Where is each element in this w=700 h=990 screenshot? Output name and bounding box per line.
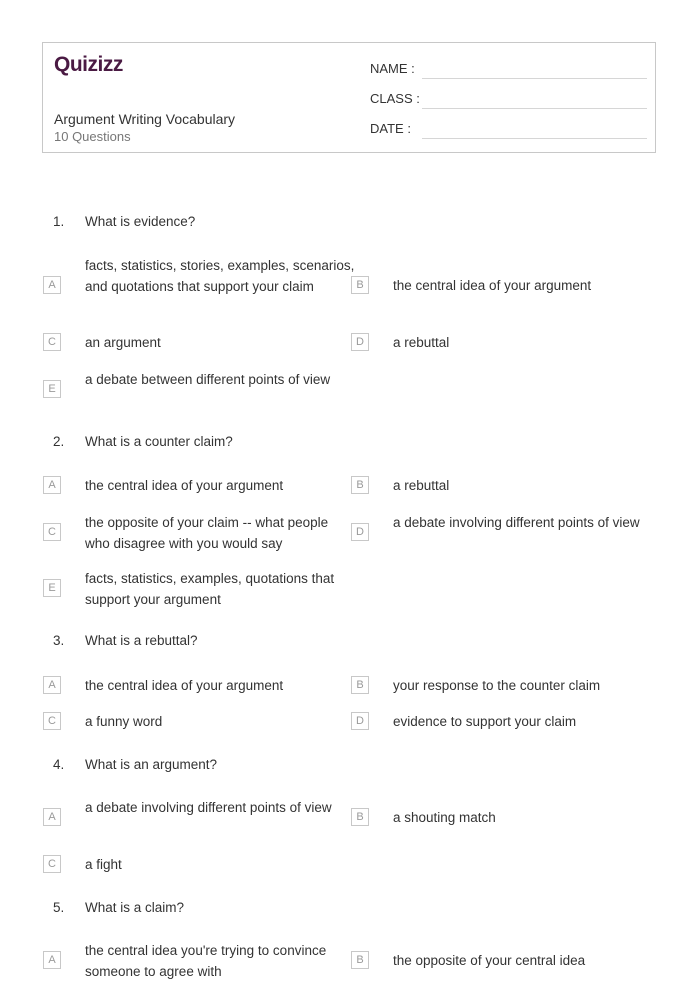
question-text: What is a counter claim?	[85, 434, 233, 449]
option-letter: B	[351, 276, 369, 294]
option-letter: B	[351, 476, 369, 494]
option-letter: C	[43, 333, 61, 351]
option-text: a shouting match	[393, 810, 496, 825]
option-text: a debate involving different points of view	[85, 800, 332, 815]
name-line	[422, 78, 647, 79]
class-label: CLASS :	[370, 91, 420, 106]
option-letter: B	[351, 951, 369, 969]
option-text: facts, statistics, examples, quotations that support your argument	[85, 571, 335, 607]
option-letter: E	[43, 579, 61, 597]
question-number: 1.	[53, 214, 65, 229]
option-text: the opposite of your central idea	[393, 953, 586, 968]
question-text: What is an argument?	[85, 757, 218, 772]
option-letter: B	[351, 676, 369, 694]
option-letter: D	[351, 333, 369, 351]
option-text: a debate between different points of view	[85, 372, 331, 387]
option-text: the central idea of your argument	[85, 678, 284, 693]
option-text: a rebuttal	[393, 335, 450, 350]
question-text: What is evidence?	[85, 214, 196, 229]
question-number: 2.	[53, 434, 65, 449]
option-text: the opposite of your claim -- what people who disagree with you would say	[85, 515, 329, 551]
option-letter: C	[43, 712, 61, 730]
date-label: DATE :	[370, 121, 411, 136]
worksheet-header	[42, 42, 656, 153]
option-text: a debate involving different points of view	[393, 515, 640, 530]
option-text: your response to the counter claim	[393, 678, 601, 693]
question-text: What is a claim?	[85, 900, 185, 915]
option-text: the central idea you're trying to convince someone to agree with	[85, 943, 327, 979]
option-text: the central idea of your argument	[85, 478, 284, 493]
worksheet-title: Argument Writing Vocabulary	[54, 111, 236, 127]
option-letter: A	[43, 476, 61, 494]
question-number: 5.	[53, 900, 65, 915]
option-text: evidence to support your claim	[393, 714, 577, 729]
date-line	[422, 138, 647, 139]
option-letter: A	[43, 951, 61, 969]
option-letter: B	[351, 808, 369, 826]
option-letter: C	[43, 523, 61, 541]
option-text: facts, statistics, stories, examples, scenarios, and quotations that support your claim	[85, 258, 355, 294]
option-letter: D	[351, 523, 369, 541]
option-letter: A	[43, 676, 61, 694]
option-text: a fight	[85, 857, 122, 872]
question-number: 4.	[53, 757, 65, 772]
question-text: What is a rebuttal?	[85, 633, 198, 648]
option-letter: A	[43, 276, 61, 294]
option-text: a rebuttal	[393, 478, 450, 493]
option-letter: D	[351, 712, 369, 730]
option-letter: C	[43, 855, 61, 873]
option-text: an argument	[85, 335, 161, 350]
quizizz-logo: Quizizz	[54, 53, 123, 76]
class-line	[422, 108, 647, 109]
option-letter: A	[43, 808, 61, 826]
question-number: 3.	[53, 633, 65, 648]
option-text: the central idea of your argument	[393, 278, 592, 293]
question-count: 10 Questions	[54, 129, 131, 144]
name-label: NAME :	[370, 61, 415, 76]
option-letter: E	[43, 380, 61, 398]
option-text: a funny word	[85, 714, 163, 729]
